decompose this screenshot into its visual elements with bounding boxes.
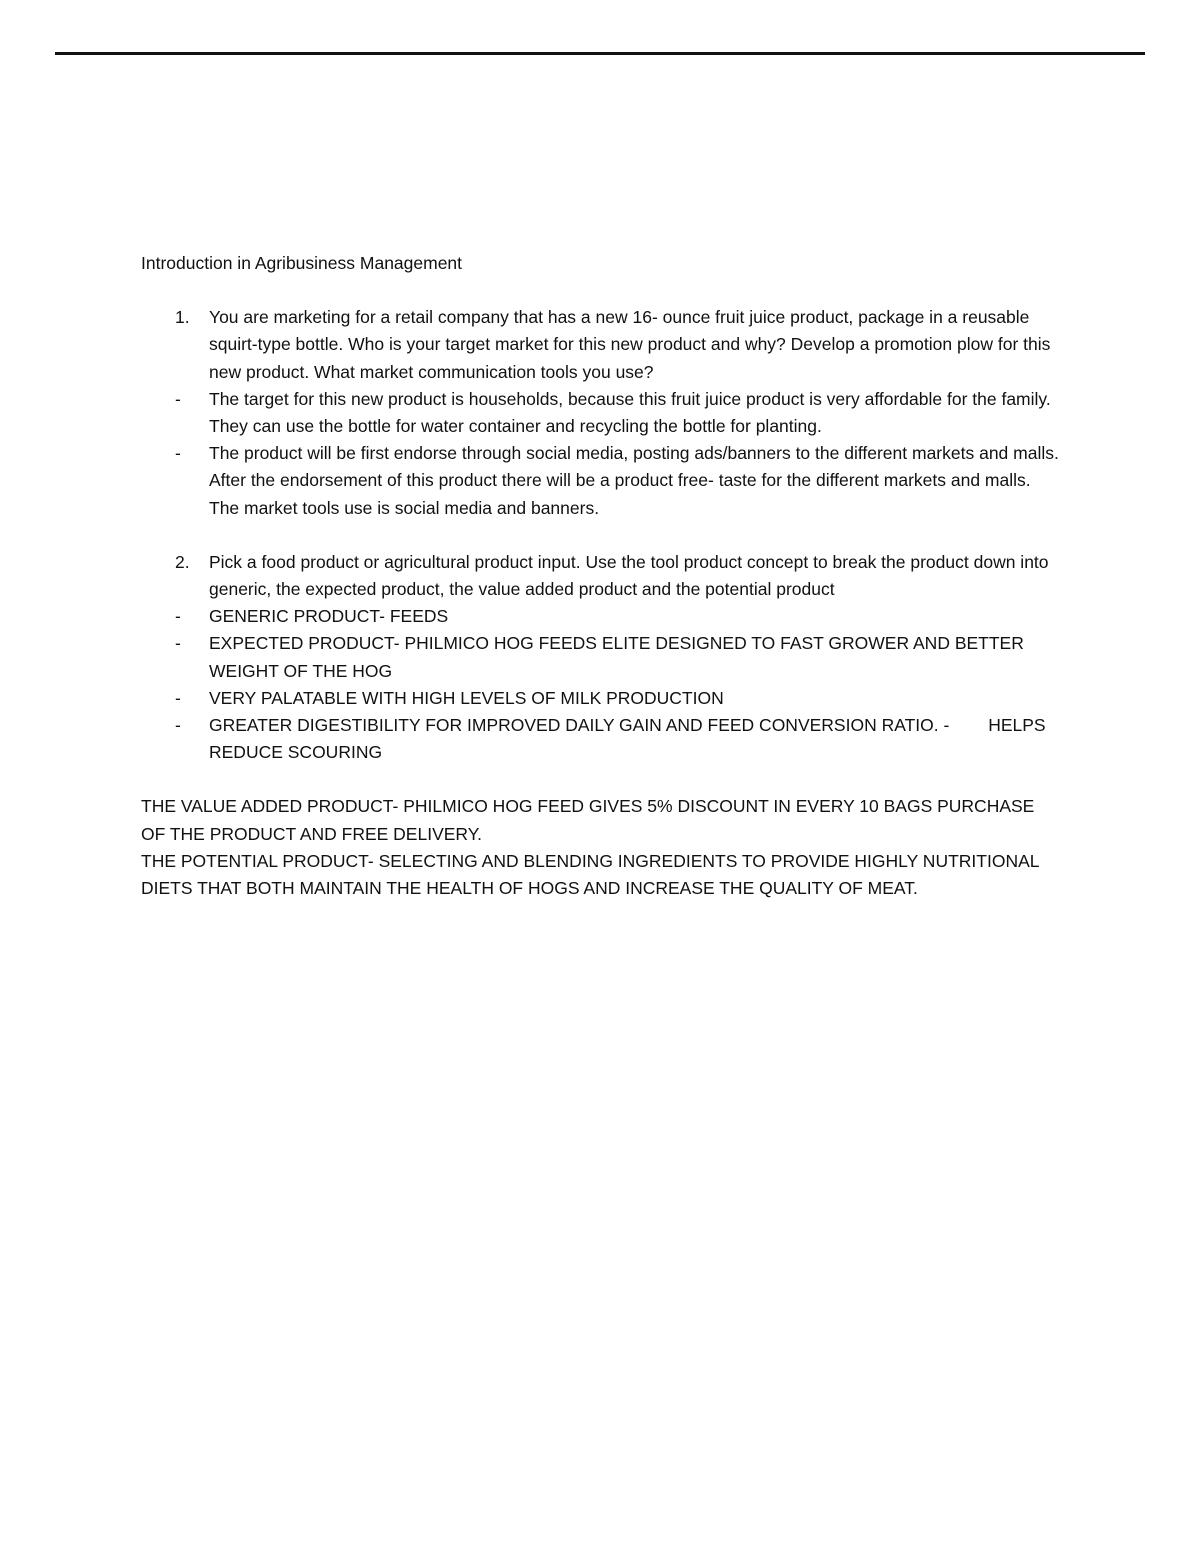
answer-text: GENERIC PRODUCT- FEEDS [209, 606, 449, 627]
paragraph-spacer [141, 766, 1061, 793]
answer-item [141, 440, 1061, 522]
document-body [141, 250, 1061, 902]
header-rule [55, 52, 1145, 55]
question-1 [141, 304, 1061, 386]
dash-marker: - [175, 715, 181, 736]
question-number: 1. [175, 307, 190, 328]
answer-item [141, 630, 1061, 684]
answer-text: The product will be first endorse through social media, posting ads/banners to the different markets and malls. After the endorsement of this product there will be a product free- taste for the different markets and malls. The market tools use is social media and banners. [209, 443, 1059, 518]
dash-marker: - [175, 443, 181, 464]
paragraph-spacer [141, 522, 1061, 549]
question-number: 2. [175, 551, 190, 572]
question-text: Pick a food product or agricultural product input. Use the tool product concept to break the product down into generic, the expected product, the value added product and the potential product [209, 551, 1049, 600]
answer-item [141, 603, 1061, 630]
dash-marker: - [175, 687, 181, 708]
document-title: Introduction in Agribusiness Management [141, 253, 463, 273]
answer-text: GREATER DIGESTIBILITY FOR IMPROVED DAILY GAIN AND FEED CONVERSION RATIO. - HELPS REDUCE SCOURING [209, 715, 1051, 763]
answer-text: The target for this new product is households, because this fruit juice product is very affordable for the family. They can use the bottle for water container and recycling the bottle for planting. [209, 388, 1051, 437]
value-added-paragraph: THE VALUE ADDED PRODUCT- PHILMICO HOG FEED GIVES 5% DISCOUNT IN EVERY 10 BAGS PURCHASE OF THE PRODUCT AND FREE DELIVERY. [141, 796, 1035, 844]
dash-marker: - [175, 388, 181, 409]
answer-text: EXPECTED PRODUCT- PHILMICO HOG FEEDS ELITE DESIGNED TO FAST GROWER AND BETTER WEIGHT OF THE HOG [209, 633, 1024, 681]
answer-item [141, 386, 1061, 440]
potential-paragraph: THE POTENTIAL PRODUCT- SELECTING AND BLENDING INGREDIENTS TO PROVIDE HIGHLY NUTRITIONAL DIETS THAT BOTH MAINTAIN THE HEALTH OF HOGS AND INCREASE THE QUALITY OF MEAT. [141, 850, 1039, 899]
dash-marker: - [175, 633, 181, 654]
question-2 [141, 549, 1061, 603]
question-text: You are marketing for a retail company that has a new 16- ounce fruit juice product, package in a reusable squirt-type bottle. Who is your target market for this new product and why? Develop a promotion plow for this new product. What market communication tools you use? [209, 307, 1051, 382]
answer-item [141, 712, 1061, 766]
dash-marker: - [175, 606, 181, 627]
answer-text: VERY PALATABLE WITH HIGH LEVELS OF MILK PRODUCTION [209, 687, 724, 708]
answer-item [141, 685, 1061, 712]
